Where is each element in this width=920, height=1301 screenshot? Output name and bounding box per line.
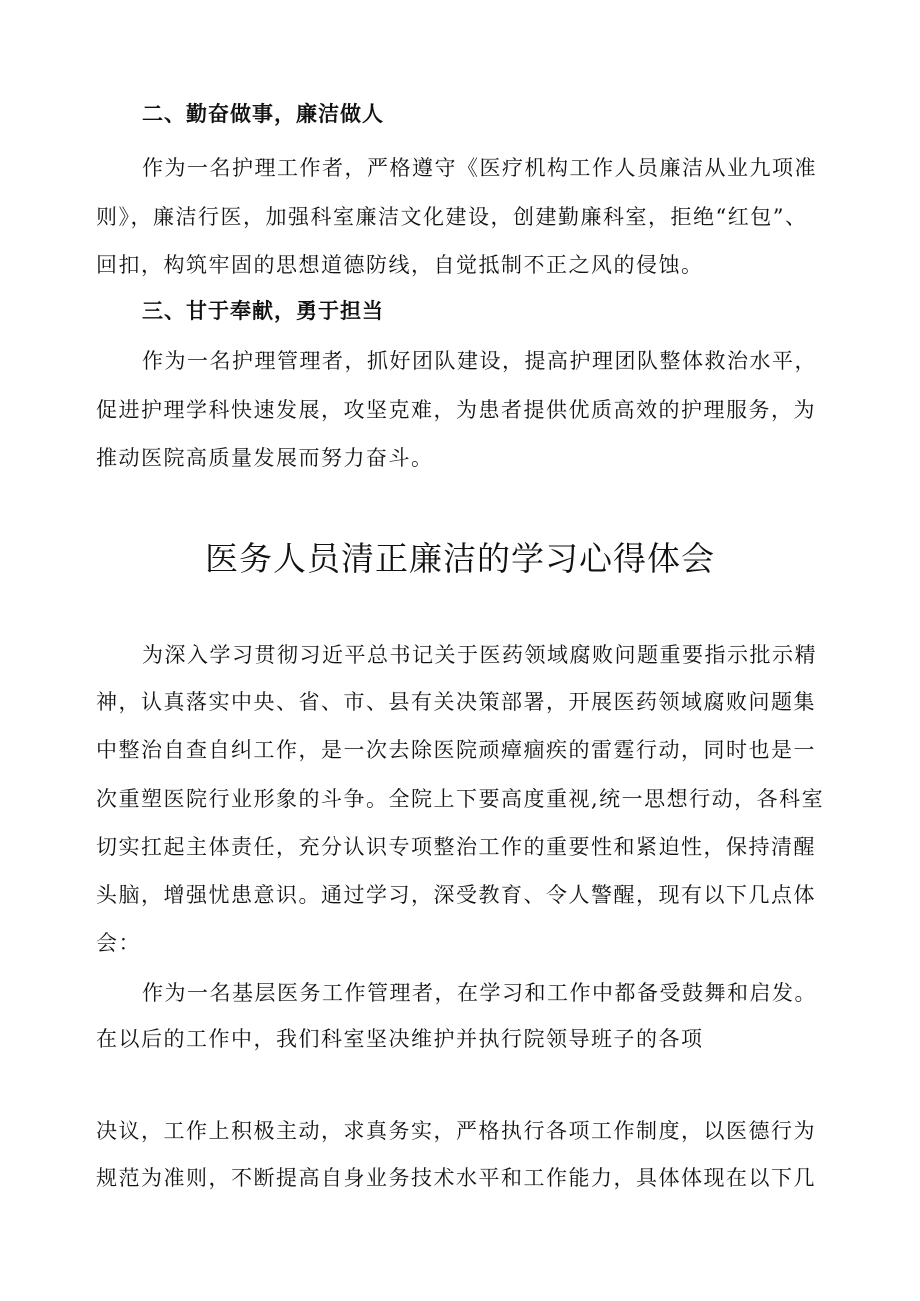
paragraph-line: 规范为准则，不断提高自身业务技术水平和工作能力，具体体现在以下几 [96,1166,816,1190]
paragraph-line: 作为一名护理工作者，严格遵守《医疗机构工作人员廉洁从业九项准 [142,156,817,180]
paragraph-line: 中整治自查自纠工作，是一次去除医院顽瘴痼疾的雷霆行动，同时也是一 [96,738,816,762]
paragraph-line: 次重塑医院行业形象的斗争。全院上下要高度重视,统一思想行动，各科室 [96,787,825,811]
paragraph-line: 在以后的工作中，我们科室坚决维护并执行院领导班子的各项 [96,1027,704,1051]
paragraph-line: 促进护理学科快速发展，攻坚克难，为患者提供优质高效的护理服务，为 [96,398,816,422]
paragraph-line: 为深入学习贯彻习近平总书记关于医药领域腐败问题重要指示批示精 [142,643,817,667]
paragraph-line: 会： [96,931,141,955]
paragraph-line: 推动医院高质量发展而努力奋斗。 [96,446,434,470]
paragraph-line: 神，认真落实中央、省、市、县有关决策部署，开展医药领域腐败问题集 [96,690,816,714]
article-title: 医务人员清正廉洁的学习心得体会 [205,539,715,578]
section-heading-2: 二、勤奋做事，廉洁做人 [142,102,384,126]
section-heading-3: 三、甘于奉献，勇于担当 [142,299,384,323]
paragraph-line: 回扣，构筑牢固的思想道德防线，自觉抵制不正之风的侵蚀。 [96,253,704,277]
paragraph-line: 决议，工作上积极主动，求真务实，严格执行各项工作制度，以医德行为 [96,1119,816,1143]
paragraph-line: 头脑，增强忧患意识。通过学习，深受教育、令人警醒，现有以下几点体 [96,883,816,907]
paragraph-line: 则》，廉洁行医，加强科室廉洁文化建设，创建勤廉科室，拒绝“红包”、 [96,205,808,229]
paragraph-line: 作为一名护理管理者，抓好团队建设，提高护理团队整体救治水平， [142,349,817,373]
paragraph-line: 切实扛起主体责任，充分认识专项整治工作的重要性和紧迫性，保持清醒 [96,835,816,859]
paragraph-line: 作为一名基层医务工作管理者，在学习和工作中都备受鼓舞和启发。 [142,981,817,1005]
